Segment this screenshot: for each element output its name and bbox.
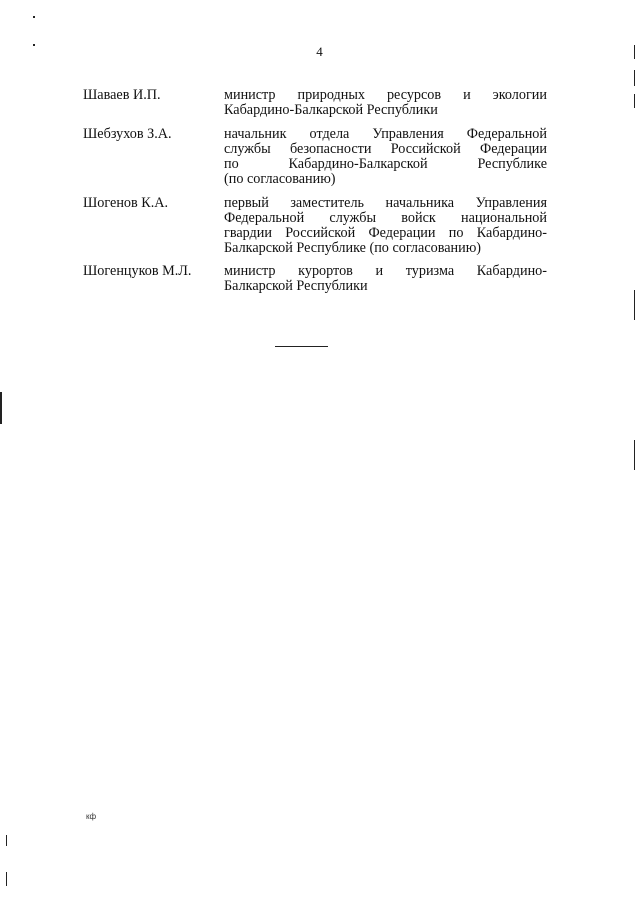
member-row — [83, 196, 547, 256]
member-row — [83, 264, 547, 294]
footer-mark: кф — [86, 812, 97, 821]
position-line: (по согласованию) — [224, 171, 336, 187]
position-line: Кабардино-Балкарской Республики — [224, 102, 438, 118]
member-name: Шебзухов З.А. — [83, 126, 172, 142]
position-line: министр курортов и туризма Кабардино- — [224, 263, 547, 279]
member-position — [224, 264, 547, 294]
end-of-list-rule — [275, 346, 328, 347]
member-name: Шаваев И.П. — [83, 87, 161, 103]
scan-dot — [33, 16, 35, 18]
position-line: начальник отдела Управления Федеральной — [224, 126, 547, 142]
scan-line-right — [634, 94, 635, 108]
position-line: Балкарской Республики — [224, 278, 368, 294]
member-position — [224, 88, 547, 118]
member-position — [224, 127, 547, 187]
position-line: первый заместитель начальника Управления — [224, 195, 547, 211]
position-line: службы безопасности Российской Федерации — [224, 141, 547, 157]
member-row — [83, 88, 547, 118]
scan-line-right — [634, 440, 635, 470]
scan-dot — [33, 44, 35, 46]
member-position — [224, 196, 547, 256]
position-line: Федеральной службы войск национальной — [224, 210, 547, 226]
scan-line-left — [6, 835, 7, 846]
page-number: 4 — [316, 44, 323, 59]
position-line: Балкарской Республике (по согласованию) — [224, 240, 482, 256]
scan-line-right — [634, 45, 635, 59]
member-row — [83, 127, 547, 187]
scan-line-left — [6, 872, 7, 886]
scan-line-left — [0, 392, 2, 424]
position-line: министр природных ресурсов и экологии — [224, 87, 547, 103]
member-name: Шогенцуков М.Л. — [83, 263, 192, 279]
position-line: гвардии Российской Федерации по Кабардино- — [224, 225, 547, 241]
scan-line-right — [634, 290, 635, 320]
position-line: по Кабардино-Балкарской Республике — [224, 156, 547, 172]
member-name: Шогенов К.А. — [83, 195, 169, 211]
scan-line-right — [634, 70, 635, 86]
